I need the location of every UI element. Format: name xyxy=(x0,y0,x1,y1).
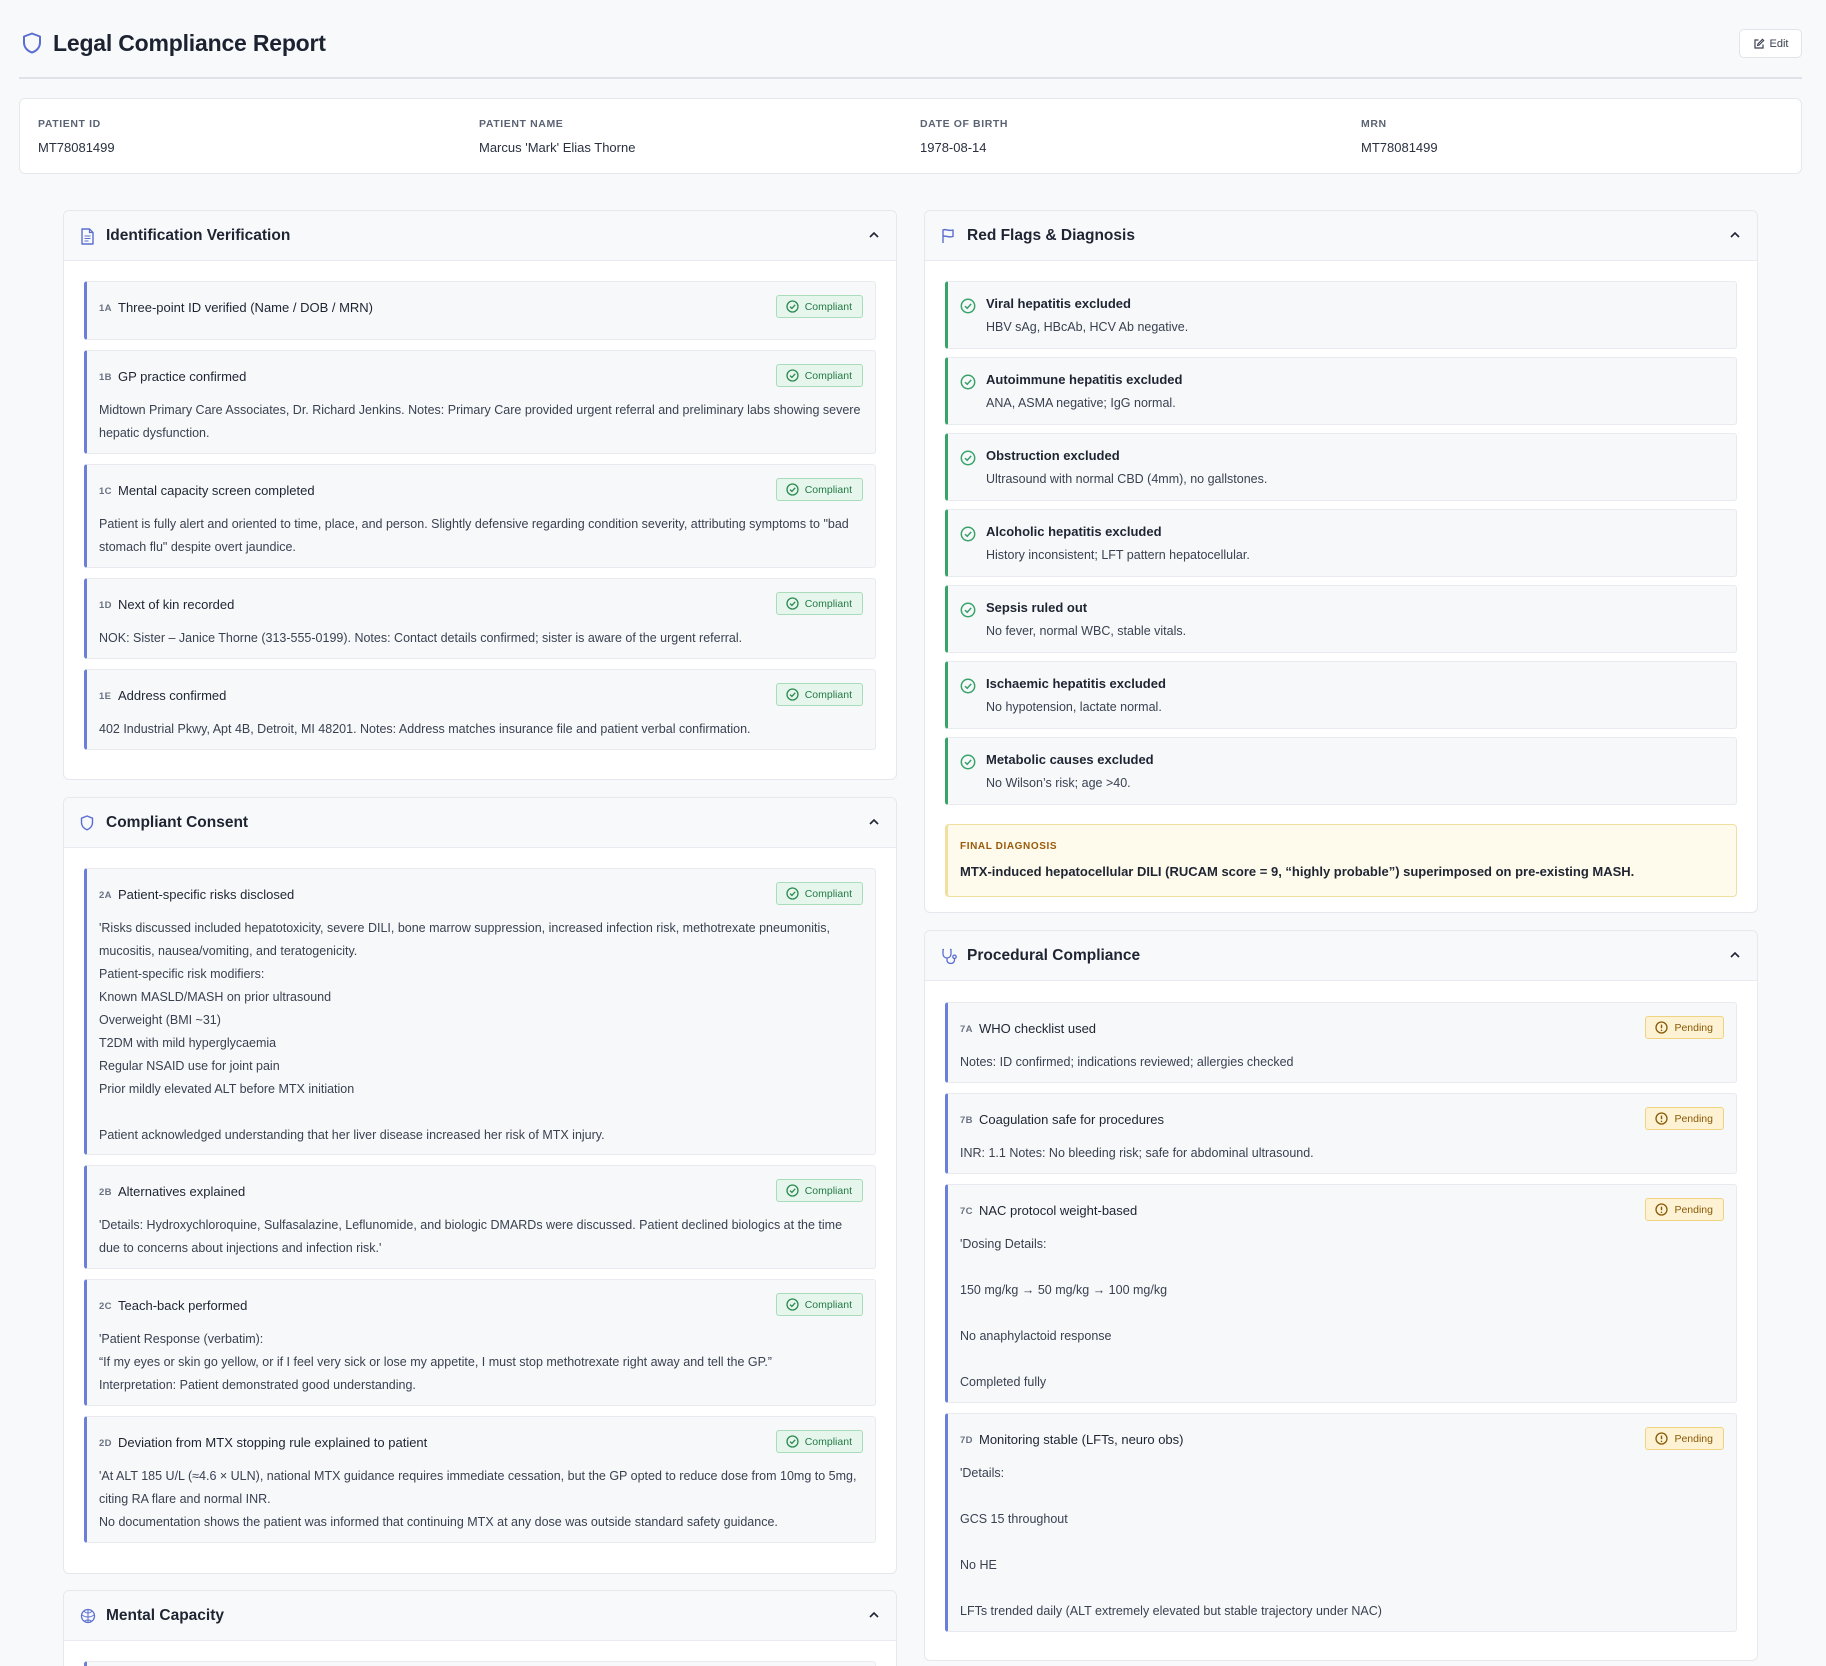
dob-field xyxy=(920,118,1008,155)
item-title: Coagulation safe for procedures xyxy=(979,1112,1165,1127)
item-code: 1E xyxy=(99,691,112,702)
section-title: Red Flags & Diagnosis xyxy=(967,227,1135,244)
check-circle-icon xyxy=(960,754,976,770)
checklist-item xyxy=(84,1416,876,1543)
red-flag-title: Sepsis ruled out xyxy=(986,600,1088,615)
dob-label: DATE OF BIRTH xyxy=(920,118,1009,130)
item-code: 2D xyxy=(99,1438,112,1449)
badge-label: Pending xyxy=(1674,1432,1713,1445)
red-flag-title: Ischaemic hepatitis excluded xyxy=(986,676,1166,691)
checklist-item xyxy=(945,1002,1737,1083)
checklist-item xyxy=(945,1184,1737,1403)
shield-icon xyxy=(80,815,94,831)
procedural-header[interactable] xyxy=(925,931,1757,981)
red-flag-description: History inconsistent; LFT pattern hepatocellular. xyxy=(986,548,1250,562)
checklist-item xyxy=(84,1279,876,1406)
consent-section xyxy=(63,797,897,1574)
checklist-item xyxy=(84,578,876,659)
item-title: Three-point ID verified (Name / DOB / MRN) xyxy=(118,300,374,315)
red-flag-item xyxy=(945,509,1737,577)
check-circle-icon xyxy=(786,1184,799,1197)
item-title: Patient-specific risks disclosed xyxy=(118,887,295,902)
red-flag-title: Obstruction excluded xyxy=(986,448,1120,463)
item-title: Teach-back performed xyxy=(118,1298,248,1313)
brain-icon xyxy=(80,1608,96,1624)
patient-name-field xyxy=(479,118,635,155)
mrn-label: MRN xyxy=(1361,118,1387,130)
badge-label: Compliant xyxy=(804,483,852,496)
final-diagnosis-label: FINAL DIAGNOSIS xyxy=(960,841,1058,852)
patient-id-label: PATIENT ID xyxy=(38,118,101,130)
alert-circle-icon xyxy=(1655,1203,1668,1216)
edit-icon xyxy=(1753,38,1765,50)
final-diagnosis xyxy=(945,824,1737,897)
flag-icon xyxy=(941,228,955,244)
shield-icon xyxy=(22,32,42,54)
section-title: Compliant Consent xyxy=(106,814,249,831)
red-flag-title: Alcoholic hepatitis excluded xyxy=(986,524,1162,539)
checklist-item xyxy=(84,1661,876,1666)
checklist-item xyxy=(84,350,876,454)
red-flag-description: No fever, normal WBC, stable vitals. xyxy=(986,624,1187,638)
mental-capacity-section xyxy=(63,1590,897,1666)
check-circle-icon xyxy=(786,1435,799,1448)
red-flags-section xyxy=(924,210,1758,913)
badge-label: Pending xyxy=(1674,1021,1713,1034)
chevron-up-icon[interactable] xyxy=(1729,950,1741,960)
section-title: Identification Verification xyxy=(106,227,291,244)
badge-label: Compliant xyxy=(804,1298,852,1311)
pending-badge xyxy=(1645,1016,1724,1039)
compliant-badge xyxy=(776,1293,863,1316)
item-title: GP practice confirmed xyxy=(118,369,247,384)
chevron-up-icon[interactable] xyxy=(868,230,880,240)
item-code: 1B xyxy=(99,372,112,383)
checklist-item xyxy=(945,1413,1737,1632)
red-flag-description: HBV sAg, HBcAb, HCV Ab negative. xyxy=(986,320,1189,334)
section-title: Procedural Compliance xyxy=(967,947,1141,964)
item-notes: INR: 1.1 Notes: No bleeding risk; safe for abdominal ultrasound. xyxy=(960,1146,1314,1160)
mrn-value: MT78081499 xyxy=(1361,140,1438,155)
chevron-up-icon[interactable] xyxy=(868,817,880,827)
badge-label: Compliant xyxy=(804,1184,852,1197)
item-notes: NOK: Sister – Janice Thorne (313-555-0199). Notes: Contact details confirmed; sister is aware of the urgent referral. xyxy=(99,631,743,645)
check-circle-icon xyxy=(960,678,976,694)
final-diagnosis-value: MTX-induced hepatocellular DILI (RUCAM score = 9, “highly probable”) superimposed on pre-existing MASH. xyxy=(960,864,1635,879)
document-icon xyxy=(80,228,95,245)
identification-section xyxy=(63,210,897,780)
report-header xyxy=(19,0,1802,79)
checklist-item xyxy=(945,1093,1737,1174)
item-title: Deviation from MTX stopping rule explained to patient xyxy=(118,1435,428,1450)
item-notes: 'Dosing Details: 150 mg/kg → 50 mg/kg → 100 mg/kg No anaphylactoid response Completed fully xyxy=(960,1237,1168,1389)
item-code: 1C xyxy=(99,486,112,497)
item-notes: Midtown Primary Care Associates, Dr. Richard Jenkins. Notes: Primary Care provided urgent referral and preliminary labs showing severe hepatic dysfunction. xyxy=(99,403,861,440)
patient-name-value: Marcus 'Mark' Elias Thorne xyxy=(479,140,636,155)
edit-button[interactable] xyxy=(1739,29,1802,58)
chevron-up-icon[interactable] xyxy=(1729,230,1741,240)
checklist-item xyxy=(84,281,876,340)
checklist-item xyxy=(84,669,876,750)
check-circle-icon xyxy=(786,1298,799,1311)
check-circle-icon xyxy=(786,369,799,382)
red-flag-title: Metabolic causes excluded xyxy=(986,752,1154,767)
check-circle-icon xyxy=(786,483,799,496)
pending-badge xyxy=(1645,1427,1724,1450)
item-code: 2A xyxy=(99,890,112,901)
patient-id-value: MT78081499 xyxy=(38,140,115,155)
check-circle-icon xyxy=(786,887,799,900)
item-title: Next of kin recorded xyxy=(118,597,235,612)
check-circle-icon xyxy=(960,298,976,314)
check-circle-icon xyxy=(960,374,976,390)
edit-button-label: Edit xyxy=(1769,37,1789,50)
check-circle-icon xyxy=(786,597,799,610)
item-notes: 'At ALT 185 U/L (≈4.6 × ULN), national MTX guidance requires immediate cessation, but the GP opted to reduce dose from 10mg to 5mg, citing RA flare and normal INR. No documentation shows the patient was informed that continuing MTX at any dose was outside standard safety guidance. xyxy=(99,1469,857,1529)
item-code: 7D xyxy=(960,1435,973,1446)
item-title: Monitoring stable (LFTs, neuro obs) xyxy=(979,1432,1184,1447)
item-code: 7A xyxy=(960,1024,973,1035)
check-circle-icon xyxy=(960,526,976,542)
badge-label: Compliant xyxy=(804,597,852,610)
red-flag-description: Ultrasound with normal CBD (4mm), no gallstones. xyxy=(986,472,1268,486)
badge-label: Compliant xyxy=(804,300,852,313)
alert-circle-icon xyxy=(1655,1432,1668,1445)
red-flag-item xyxy=(945,357,1737,425)
patient-name-label: PATIENT NAME xyxy=(479,118,564,130)
item-code: 2C xyxy=(99,1301,112,1312)
badge-label: Compliant xyxy=(804,688,852,701)
compliant-badge xyxy=(776,1430,863,1453)
item-title: Alternatives explained xyxy=(118,1184,246,1199)
compliant-badge xyxy=(776,683,863,706)
check-circle-icon xyxy=(786,300,799,313)
red-flag-item xyxy=(945,585,1737,653)
red-flag-description: No hypotension, lactate normal. xyxy=(986,700,1162,714)
badge-label: Compliant xyxy=(804,887,852,900)
page-title: Legal Compliance Report xyxy=(53,30,326,56)
compliant-badge xyxy=(776,364,863,387)
compliant-badge xyxy=(776,592,863,615)
item-title: Mental capacity screen completed xyxy=(118,483,315,498)
check-circle-icon xyxy=(960,602,976,618)
section-title: Mental Capacity xyxy=(106,1607,225,1624)
compliant-badge xyxy=(776,882,863,905)
patient-id-field xyxy=(38,118,115,155)
item-code: 2B xyxy=(99,1187,112,1198)
patient-info-card xyxy=(19,98,1802,174)
red-flag-item xyxy=(945,661,1737,729)
item-title: WHO checklist used xyxy=(979,1021,1097,1036)
red-flag-title: Autoimmune hepatitis excluded xyxy=(986,372,1183,387)
red-flag-description: No Wilson’s risk; age >40. xyxy=(986,776,1131,790)
item-notes: 402 Industrial Pkwy, Apt 4B, Detroit, MI 48201. Notes: Address matches insurance file and patient verbal confirmation. xyxy=(99,722,751,736)
pending-badge xyxy=(1645,1198,1724,1221)
item-code: 1A xyxy=(99,303,112,314)
procedural-section xyxy=(924,930,1758,1661)
identification-header[interactable] xyxy=(64,211,896,261)
item-code: 7B xyxy=(960,1115,973,1126)
mental-capacity-header[interactable] xyxy=(64,1591,896,1641)
item-code: 1D xyxy=(99,600,112,611)
red-flag-item xyxy=(945,281,1737,349)
red-flag-item xyxy=(945,737,1737,805)
checklist-item xyxy=(84,464,876,568)
compliant-badge xyxy=(776,1179,863,1202)
item-notes: Patient is fully alert and oriented to time, place, and person. Slightly defensive regarding condition severity, attributing symptoms to "bad stomach flu" despite overt jaundice. xyxy=(99,517,849,554)
item-title: NAC protocol weight-based xyxy=(979,1203,1138,1218)
item-notes: Notes: ID confirmed; indications reviewed; allergies checked xyxy=(960,1055,1294,1069)
item-title: Address confirmed xyxy=(118,688,227,703)
consent-header[interactable] xyxy=(64,798,896,848)
badge-label: Pending xyxy=(1674,1112,1713,1125)
item-notes: 'Details: GCS 15 throughout No HE LFTs trended daily (ALT extremely elevated but stable trajectory under NAC) xyxy=(960,1466,1382,1618)
alert-circle-icon xyxy=(1655,1112,1668,1125)
stethoscope-icon xyxy=(941,948,958,965)
alert-circle-icon xyxy=(1655,1021,1668,1034)
item-notes: 'Details: Hydroxychloroquine, Sulfasalazine, Leflunomide, and biologic DMARDs were discussed. Patient declined biologics at the time due to concerns about injections and infection risk.' xyxy=(99,1218,843,1255)
badge-label: Compliant xyxy=(804,369,852,382)
chevron-up-icon[interactable] xyxy=(868,1610,880,1620)
check-circle-icon xyxy=(960,450,976,466)
item-notes: 'Risks discussed included hepatotoxicity, severe DILI, bone marrow suppression, increased infection risk, methotrexate pneumonitis, mucositis, nausea/vomiting, and teratogenicity. Patient-specific risk modifiers: Known MASLD/MASH on prior ultrasound Overweight (BMI ~31) T2DM with mild hyperglycaemia Regular NSAID use for joint pain Prior mildly elevated ALT before MTX initiation Patient acknowledged understanding that her liver disease increased her risk of MTX injury. xyxy=(99,921,830,1142)
red-flag-description: ANA, ASMA negative; IgG normal. xyxy=(986,396,1176,410)
compliant-badge xyxy=(776,295,863,318)
checklist-item xyxy=(84,1165,876,1269)
badge-label: Compliant xyxy=(804,1435,852,1448)
checklist-item xyxy=(84,868,876,1155)
badge-label: Pending xyxy=(1674,1203,1713,1216)
compliant-badge xyxy=(776,478,863,501)
red-flag-item xyxy=(945,433,1737,501)
dob-value: 1978-08-14 xyxy=(920,140,987,155)
red-flag-title: Viral hepatitis excluded xyxy=(986,296,1131,311)
check-circle-icon xyxy=(786,688,799,701)
pending-badge xyxy=(1645,1107,1724,1130)
item-notes: 'Patient Response (verbatim): “If my eyes or skin go yellow, or if I feel very sick or lose my appetite, I must stop methotrexate right away and tell the GP.” Interpretation: Patient demonstrated good understanding. xyxy=(99,1332,772,1392)
red-flags-header[interactable] xyxy=(925,211,1757,261)
item-code: 7C xyxy=(960,1206,973,1217)
mrn-field xyxy=(1361,118,1438,155)
